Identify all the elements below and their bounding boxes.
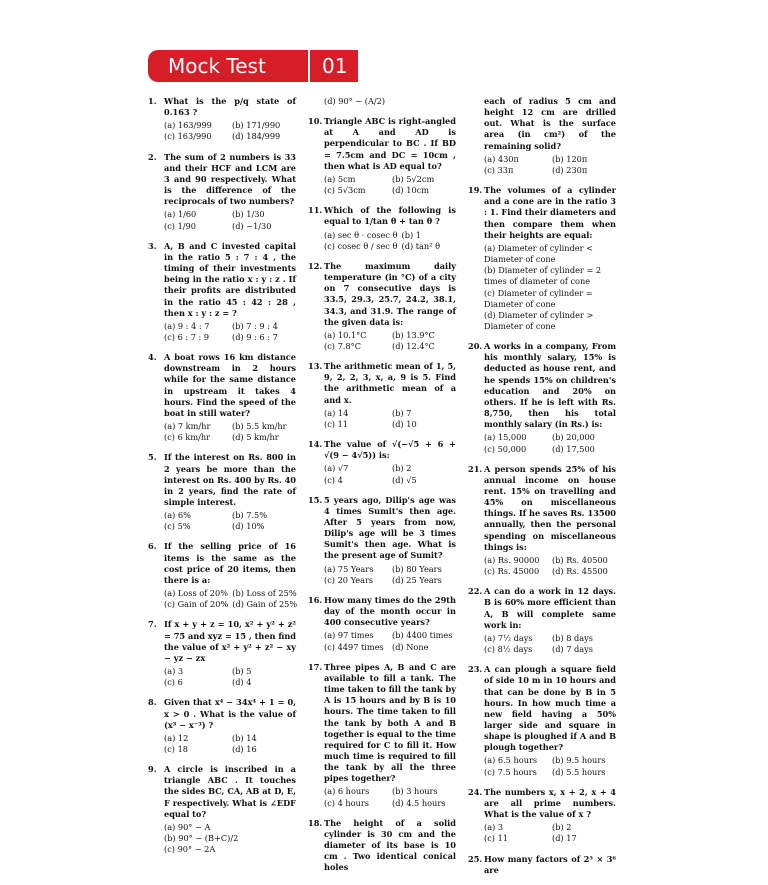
option: (b) 1 (401, 229, 421, 240)
question-number: 14. (308, 439, 323, 450)
question-20 (468, 341, 616, 455)
question-number: 12. (308, 260, 323, 271)
banner-title: Mock Test (168, 54, 266, 78)
option: (d) 16 (232, 743, 257, 754)
option: (b) 5 (232, 666, 252, 677)
question-22 (468, 586, 616, 655)
question-text: How many times do the 29th day of the month occur in 400 consecutive years? (324, 594, 456, 628)
option: (a) 9 : 4 : 7 (164, 320, 210, 331)
option: (a) 7½ days (484, 632, 533, 643)
question-6 (148, 541, 296, 610)
question-5 (148, 452, 296, 532)
question-text: The height of a solid cylinder is 30 cm and the diameter of its base is 10 cm . Two identical conical holes (324, 817, 456, 873)
option: (c) 4 (324, 474, 343, 485)
question-text: A person spends 25% of his annual income on house rent. 15% on travelling and 45% on miscellaneous things. If he saves Rs. 13500 annually, then the personal spending on miscellaneous things is: (484, 463, 616, 552)
question-number: 22. (468, 586, 483, 597)
option: (d) 17,500 (552, 443, 595, 454)
question-17 (308, 662, 456, 809)
option: (c) 7.5 hours (484, 766, 537, 777)
question-number: 16. (308, 594, 323, 605)
option: (c) 90° − 2A (164, 844, 216, 855)
option: (c) 20 Years (324, 574, 374, 585)
options (164, 421, 296, 443)
option: (a) 10.1°C (324, 329, 367, 340)
question-13 (308, 361, 456, 430)
option: (c) cosec θ / sec θ (324, 240, 398, 251)
option: (a) 7 km/hr (164, 421, 211, 432)
options (164, 120, 296, 142)
options (324, 463, 456, 485)
option: (b) 80 Years (392, 563, 442, 574)
option: (a) √7 (324, 463, 349, 474)
option: (b) 20,000 (552, 432, 595, 443)
question-9-option-d: (d) 90° − (A/2) (324, 96, 386, 106)
option: (b) 5.5 km/hr (232, 421, 287, 432)
option: (a) 3 (164, 666, 184, 677)
options (164, 822, 296, 855)
question-number: 4. (148, 352, 157, 363)
question-text: each of radius 5 cm and height 12 cm are drilled out. What is the surface area (in cm²) of the remaining solid? (484, 96, 616, 151)
options (324, 330, 456, 352)
question-number: 25. (468, 853, 483, 864)
options (484, 633, 616, 655)
question-text: Three pipes A, B and C are available to fill a tank. The time taken to fill the tank by A is 15 hours and by B is 10 hours. The time taken to fill the tank by both A and B together is equal to the time required for C to fill it. How much time is required to fill the tank by all the three pipes together? (324, 661, 456, 784)
question-text: The value of √(−√5 + 6 + √(9 − 4√5)) is: (324, 439, 456, 461)
question-text: A, B and C invested capital in the ratio 5 : 7 : 4 , the timing of their investments being in the ratio x : y : z . If their profits are distributed in the ratio 45 : 42 : 28 , then x : y : z = ? (164, 240, 296, 318)
option: (b) 171/990 (232, 120, 281, 131)
question-text: If the interest on Rs. 800 in 2 years be more than the interest on Rs. 400 by Rs. 40 in 2 years, find the rate of simple interest. (164, 452, 296, 507)
question-text: Given that x⁴ − 34x⁴ + 1 = 0, x > 0 . What is the value of (x³ − x⁻³) ? (164, 697, 296, 730)
question-text: 5 years ago, Dilip's age was 4 times Sumit's then age. After 5 years from now, Dilip's age will be 3 times Sumit's then age. What is the present age of Sumit? (324, 494, 456, 561)
option: (a) Rs. 90000 (484, 554, 540, 565)
question-number: 1. (148, 96, 157, 106)
question-number: 5. (148, 452, 157, 463)
question-number: 23. (468, 664, 483, 675)
question-11 (308, 205, 456, 252)
option: (a) 1/60 (164, 209, 197, 220)
option: (a) 12 (164, 732, 189, 743)
question-text: A can do a work in 12 days. B is 60% more efficient than A, B will complete same work in: (484, 586, 616, 630)
question-number: 2. (148, 151, 157, 162)
question-16 (308, 595, 456, 653)
option: (a) Diameter of cylinder < Diameter of cone (484, 242, 593, 265)
question-24 (468, 787, 616, 845)
question-text: The arithmetic mean of 1, 5, 9, 2, 2, 3, x, a, 9 is 5. Find the arithmetic mean of a and x. (324, 361, 456, 405)
option: (d) 230π (552, 164, 588, 175)
options (164, 733, 296, 755)
option: (a) 430π (484, 153, 519, 164)
option: (b) 8 days (552, 632, 593, 643)
option: (d) 17 (552, 833, 577, 844)
options (484, 822, 616, 844)
question-9 (148, 764, 296, 855)
option: (a) 90° − A (164, 821, 211, 832)
question-10 (308, 116, 456, 196)
option: (b) 4400 times (392, 630, 453, 641)
option: (a) Loss of 20% (164, 588, 229, 599)
option: (b) 3 hours (392, 786, 438, 797)
question-number: 7. (148, 619, 157, 630)
option: (d) 9 : 6 : 7 (232, 331, 278, 342)
option: (d) None (392, 641, 429, 652)
option: (b) 9.5 hours (552, 755, 606, 766)
options (484, 154, 616, 176)
option: (d) Rs. 45500 (552, 566, 608, 577)
option: (a) sec θ · cosec θ (324, 229, 398, 240)
question-text: What is the p/q state of 0.163 ? (164, 96, 296, 118)
option: (c) 11 (484, 833, 508, 844)
options (484, 432, 616, 454)
question-number: 15. (308, 494, 323, 505)
question-number: 13. (308, 361, 323, 372)
question-21 (468, 464, 616, 578)
question-14 (308, 439, 456, 486)
option: (b) 7 (392, 407, 412, 418)
options (324, 408, 456, 430)
option: (a) 5cm (324, 173, 356, 184)
question-25 (468, 854, 616, 876)
question-text: The numbers x, x + 2, x + 4 are all prime numbers. What is the value of x ? (484, 786, 616, 820)
question-text: The volumes of a cylinder and a cone are in the ratio 3 : 1. Find their diameters and then compare them when their heights are equal: (484, 185, 616, 240)
question-number: 6. (148, 541, 157, 552)
question-number: 17. (308, 661, 323, 672)
option: (a) 14 (324, 407, 349, 418)
options (164, 321, 296, 343)
option: (c) Rs. 45000 (484, 566, 540, 577)
option: (c) 163/990 (164, 131, 212, 142)
question-18 (308, 818, 456, 874)
question-number: 18. (308, 817, 323, 828)
option: (d) 10% (232, 521, 265, 532)
option: (d) Diameter of cylinder > Diameter of cone (484, 309, 594, 331)
option: (c) 6 : 7 : 9 (164, 331, 210, 342)
option: (a) 6 hours (324, 786, 370, 797)
option: (d) 5.5 hours (552, 766, 606, 777)
question-number: 20. (468, 341, 483, 352)
option: (b) 14 (232, 732, 257, 743)
question-number: 3. (148, 240, 157, 251)
option: (a) 163/999 (164, 120, 212, 131)
option: (c) Gain of 20% (164, 599, 229, 610)
question-text: A works in a company, From his monthly salary, 15% is deducted as house rent, and he spends 15% on children's education and 20% on others. If he is left with Rs. 8,750, then his total monthly salary (in Rs.) is: (484, 341, 616, 430)
option: (c) 5% (164, 521, 191, 532)
question-text: The sum of 2 numbers is 33 and their HCF and LCM are 3 and 90 respectively. What is the difference of the reciprocals of two numbers? (164, 151, 296, 207)
options (164, 209, 296, 231)
option: (a) 3 (484, 822, 504, 833)
options (164, 666, 296, 688)
column-2 (308, 96, 456, 883)
question-number: 10. (308, 116, 323, 127)
options (484, 243, 616, 332)
question-number: 19. (468, 185, 483, 196)
option: (d) 12.4°C (392, 340, 435, 351)
options (484, 555, 616, 577)
option: (c) 1/90 (164, 220, 196, 231)
option: (b) 90° − (B+C)/2 (164, 833, 239, 844)
question-number: 8. (148, 697, 157, 708)
options (484, 755, 616, 777)
option: (d) 7 days (552, 644, 593, 655)
question-text: If the selling price of 16 items is the same as the cost price of 20 items, then there is a: (164, 541, 296, 585)
options (324, 564, 456, 586)
mock-test-banner (148, 50, 358, 82)
option: (d) √5 (392, 474, 417, 485)
column-1 (148, 96, 296, 864)
option: (a) 75 Years (324, 563, 374, 574)
question-number: 21. (468, 463, 483, 474)
question-3 (148, 241, 296, 343)
column-3 (468, 96, 616, 885)
question-text: How many factors of 2⁵ × 3⁶ are (484, 853, 616, 875)
option: (b) 7.5% (232, 510, 268, 521)
option: (c) 11 (324, 418, 348, 429)
options (164, 588, 296, 610)
options (164, 510, 296, 532)
option: (d) 25 Years (392, 574, 442, 585)
question-text: If x + y + z = 10, x² + y² + z² = 75 and xyz = 15 , then find the value of x² + y² + z² − xy − yz − zx (164, 619, 296, 663)
option: (b) 120π (552, 153, 588, 164)
question-18-continuation (468, 96, 616, 176)
question-number: 11. (308, 205, 323, 216)
option: (b) 2 (392, 463, 412, 474)
option: (b) 7 : 9 : 4 (232, 320, 278, 331)
option: (b) Loss of 25% (232, 588, 297, 599)
option: (c) 33π (484, 164, 514, 175)
question-text: A circle is inscribed in a triangle ABC . It touches the sides BC, CA, AB at D, E, F respectively. What is ∠EDF equal to? (164, 764, 296, 819)
options (324, 174, 456, 196)
options (324, 786, 456, 808)
option: (c) 5√3cm (324, 185, 366, 196)
question-text: Which of the following is equal to 1/tan θ + tan θ ? (324, 205, 456, 227)
option: (b) Rs. 40500 (552, 554, 608, 565)
option: (b) 13.9°C (392, 329, 435, 340)
question-19 (468, 185, 616, 332)
banner-number: 01 (322, 54, 348, 78)
question-4 (148, 352, 296, 443)
option: (c) 7.8°C (324, 340, 361, 351)
option: (c) 6 km/hr (164, 432, 211, 443)
question-number: 24. (468, 786, 483, 797)
options (324, 230, 456, 252)
option: (b) 2 (552, 822, 572, 833)
option: (c) 4 hours (324, 797, 369, 808)
question-1 (148, 96, 296, 143)
option: (c) 18 (164, 743, 188, 754)
option: (c) 8½ days (484, 644, 533, 655)
option: (c) 6 (164, 677, 183, 688)
option: (b) 5√2cm (392, 173, 435, 184)
option: (d) 4 (232, 677, 252, 688)
option: (a) 15,000 (484, 432, 527, 443)
option: (d) 10 (392, 418, 417, 429)
option: (d) Gain of 25% (232, 599, 298, 610)
question-8 (148, 697, 296, 755)
option: (d) 184/999 (232, 131, 281, 142)
option: (a) 6.5 hours (484, 755, 538, 766)
question-number: 9. (148, 764, 157, 775)
question-2 (148, 152, 296, 232)
question-7 (148, 619, 296, 688)
question-23 (468, 664, 616, 778)
question-15 (308, 495, 456, 586)
options (324, 630, 456, 652)
option: (d) 5 km/hr (232, 432, 279, 443)
option: (a) 97 times (324, 630, 374, 641)
option: (c) 50,000 (484, 443, 527, 454)
question-12 (308, 261, 456, 352)
question-text: Triangle ABC is right-angled at A and AD is perpendicular to BC . If BD = 7.5cm and DC = 10cm , then what is AD equal to? (324, 116, 456, 171)
question-text: The maximum daily temperature (in °C) of a city on 7 consecutive days is 33.5, 29.3, 25.7, 24.2, 38.1, 34.3, and 31.9. The range of the given data is: (324, 260, 456, 327)
option: (c) 4497 times (324, 641, 384, 652)
question-text: A can plough a square field of side 10 m in 10 hours and that can be done by B in 5 hours. In how much time a new field having a 50% larger side and square in shape is ploughed if A and B plough together? (484, 664, 616, 753)
option: (a) 6% (164, 510, 191, 521)
option: (b) Diameter of cylinder = 2 times of diameter of cone (484, 265, 602, 287)
option: (d) tan² θ (401, 240, 441, 251)
option: (d) −1/30 (232, 220, 272, 231)
option: (d) 10cm (392, 185, 429, 196)
option: (b) 1/30 (232, 209, 265, 220)
option: (d) 4.5 hours (392, 797, 446, 808)
option: (c) Diameter of cylinder = Diameter of cone (484, 287, 593, 309)
question-text: A boat rows 16 km distance downstream in 2 hours while for the same distance in upstream it takes 4 hours. Find the speed of the boat in still water? (164, 352, 296, 418)
